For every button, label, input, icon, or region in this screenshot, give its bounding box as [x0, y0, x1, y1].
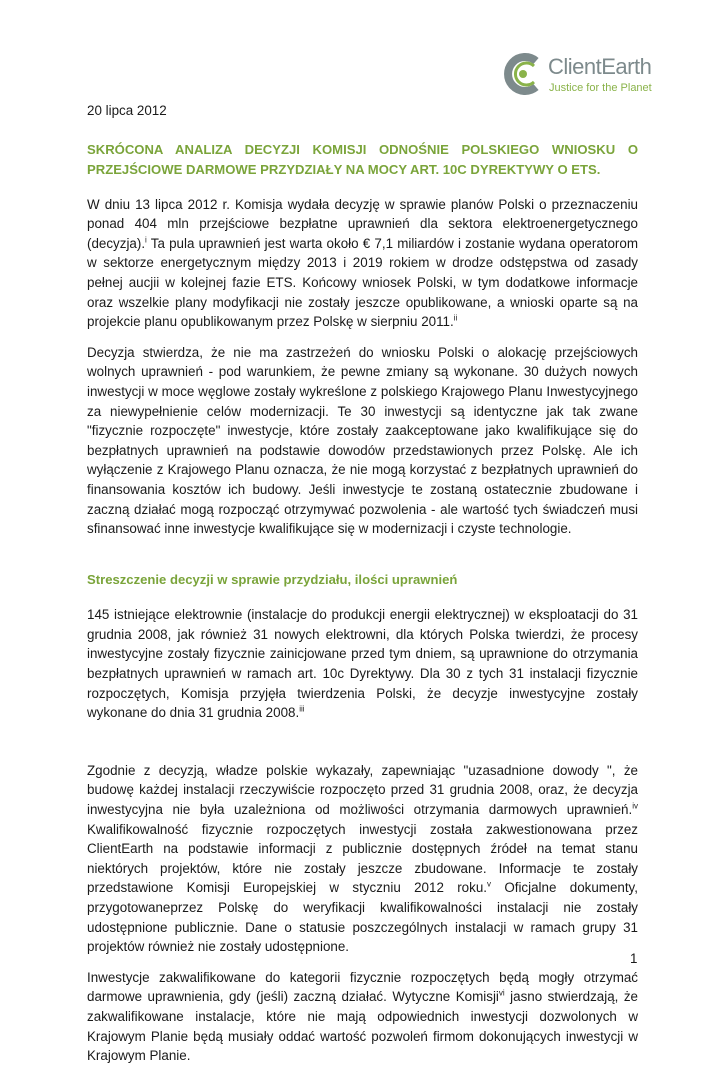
document-date: 20 lipca 2012 [87, 103, 167, 118]
page-number: 1 [630, 951, 638, 966]
endnote-ref-i[interactable]: i [145, 235, 147, 245]
clientearth-c-logo-icon [500, 52, 544, 96]
paragraph-5: Inwestycje zakwalifikowane do kategorii fizycznie rozpoczętych będą mogły otrzymać darmowe uprawnienia, gdy (jeśli) zaczną działać. Wytyczne Komisji$^{vi}$ jasno stwierdzają, że zakwalifikowane instalacje, które nie mają odpowiednich inwestycji dozwolonych w Krajowym Planie będą musiały oddać wartość pozwoleń firmom dokonujących inwestycji w Krajowym Planie. [87, 969, 639, 1064]
endnote-ref-ii[interactable]: ii [453, 313, 458, 323]
paragraph-1: W dniu 13 lipca 2012 r. Komisja wydała decyzję w sprawie planów Polski o przeznaczeniu ponad 404 mln przejściowe bezpłatne uprawnień dla sektora elektroenergetycznego (decyzja).$^i$ Ta pula uprawnień jest warta około € 7,1 miliardów i zostanie wydana operatorom w sektorze energetycznym między 2013 i 2019 rokiem w drodze odstępstwa od zasady pełnej aucjii w kolejnej fazie ETS. Końcowy wniosek Polski, w tym dodatkowe informacje oraz wszelkie plany modyfikacji nie zostały jeszcze opublikowane, a wnioski oparte są na projekcie planu opublikowanym przez Polskę w sierpniu 2011.$^{ii}$ [87, 196, 638, 330]
paragraph-2: Decyzja stwierdza, że nie ma zastrzeżeń do wniosku Polski o alokację przejściowych wolnych uprawnień - pod warunkiem, że pewne zmiany są wykonane. 30 dużych nowych inwestycji w moce węglowe zostały wykreślone z polskiego Krajowego Planu Inwestycyjnego za niewypełnienie celów modernizacji. Te 30 inwestycji są identyczne jak tak zwane "fizycznie rozpoczęte" inwestycje, które zostały zaakceptowane jako kwalifikujące się do bezpłatnych uprawnień na podstawie dowodów przedstawionych przez Polskę. Ale ich wyłączenie z Krajowego Planu oznacza, że nie mogą korzystać z bezpłatnych uprawnień do finansowania kosztów ich budowy. Jeśli inwestycje te zostaną ostatecznie zbudowane i zaczną działać mogą rozpocząć otrzymywać pozwolenia - ale wartość tych świadczeń musi sfinansować inne inwestycje kwalifikujące się w modernizacji i czyste technologie. [87, 344, 638, 537]
logo-name: ClientEarth [548, 54, 652, 79]
endnote-ref-iii[interactable]: iii [299, 704, 305, 714]
section-heading: Streszczenie decyzji w sprawie przydziału, ilości uprawnień [87, 571, 458, 587]
document-title: SKRÓCONA ANALIZA DECYZJI KOMISJI ODNOŚNIE POLSKIEGO WNIOSKU O PRZEJŚCIOWE DARMOWE PRZYDZIAŁY NA MOCY ART. 10C DYREKTYWY O ETS. [87, 141, 638, 177]
endnote-ref-iv[interactable]: iv [632, 801, 638, 811]
endnote-ref-v[interactable]: v [487, 879, 491, 889]
endnote-ref-vi[interactable]: vi [498, 988, 505, 998]
paragraph-3: 145 istniejące elektrownie (instalacje do produkcji energii elektrycznej) w eksploatacji do 31 grudnia 2008, jak również 31 nowych elektrowni, dla których Polska twierdzi, że procesy inwestycyjne zostały fizycznie zainicjowane przed tym dniem, są uprawnione do otrzymania bezpłatnych uprawnień w ramach art. 10c Dyrektywy. Dla 30 z tych 31 instalacji fizycznie rozpoczętych, Komisja przyjęła twierdzenia Polski, że decyzje inwestycyjne zostały wykonane do dnia 31 grudnia 2008.$^{iii}$ [87, 607, 638, 721]
document-body [87, 101, 638, 1077]
clientearth-logo [500, 52, 652, 96]
paragraph-4: Zgodnie z decyzją, władze polskie wykazały, zapewniając "uzasadnione dowody ", że budowę każdej instalacji rzeczywiście rozpoczęto przed 31 grudnia 2008, oraz, że decyzja inwestycyjna nie była uzależniona od możliwości otrzymania darmowych uprawnień.$^{iv}$ Kwalifikowalność fizycznie rozpoczętych inwestycji została zakwestionowana przez ClientEarth na podstawie informacji z publicznie dostępnych źródeł na temat stanu niektórych projektów, które nie zostały jeszcze zbudowane. Informacje te zostały przedstawione Komisji Europejskiej w styczniu 2012 roku.$^v$ Oficjalne dokumenty, przygotowaneprzez Polskę do weryfikacji kwalifikowalności instalacji nie zostały udostępnione publicznie. Dane o statusie poszczególnych instalacji w ramach grupy 31 projektów również nie zostały udostępnione. [87, 762, 638, 955]
logo-tagline: Justice for the Planet [549, 82, 652, 94]
